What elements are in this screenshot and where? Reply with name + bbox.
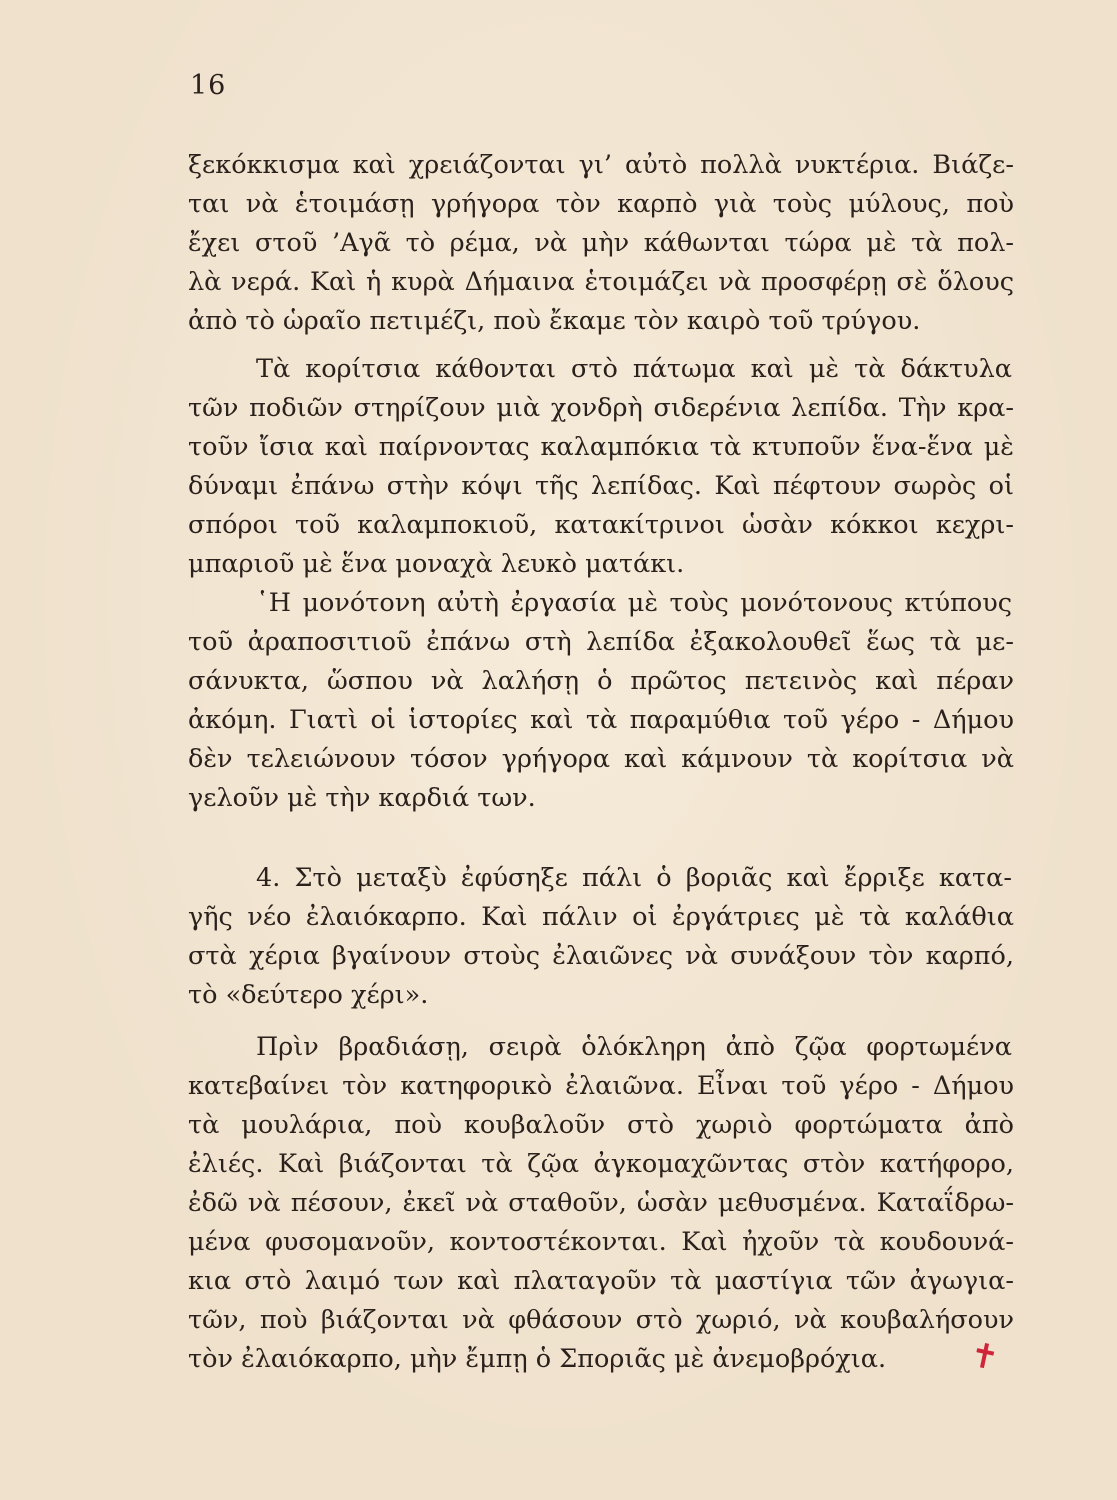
text-line: τῶν, ποὺ βιάζονται νὰ φθάσουν στὸ χωριό, νὰ κουβαλήσουν [188, 1305, 1014, 1335]
text-line: τὸν ἐλαιόκαρπο, μὴν ἔμπῃ ὁ Σποριᾶς μὲ ἀνεμοβρόχια. [188, 1344, 887, 1374]
text-line: στὰ χέρια βγαίνουν στοὺς ἐλαιῶνες νὰ συνάξουν τὸν καρπό, [188, 941, 1014, 971]
page-number: 16 [190, 70, 227, 101]
text-line: ἐλιές. Καὶ βιάζονται τὰ ζῷα ἀγκομαχῶντας στὸν κατήφορο, [188, 1149, 1014, 1179]
text-line: 4. Στὸ μεταξὺ ἐφύσηξε πάλι ὁ βοριᾶς καὶ ἔρριξε κατα- [256, 863, 1012, 893]
text-line: ξεκόκκισμα καὶ χρειάζονται γι’ αὐτὸ πολλὰ νυκτέρια. Βιάζε- [188, 150, 1014, 180]
text-line: τῶν ποδιῶν στηρίζουν μιὰ χονδρὴ σιδερένια λεπίδα. Τὴν κρα- [188, 393, 1014, 423]
text-line: λὰ νερά. Καὶ ἡ κυρὰ Δήμαινα ἑτοιμάζει νὰ προσφέρῃ σὲ ὅλους [188, 267, 1014, 297]
text-line: Πρὶν βραδιάσῃ, σειρὰ ὁλόκληρη ἀπὸ ζῷα φορτωμένα [256, 1032, 1012, 1062]
text-line: δύναμι ἐπάνω στὴν κόψι τῆς λεπίδας. Καὶ πέφτουν σωρὸς οἱ [188, 471, 1014, 501]
text-line: γελοῦν μὲ τὴν καρδιά των. [188, 783, 536, 813]
text-line: τοῦν ἴσια καὶ παίρνοντας καλαμπόκια τὰ κτυποῦν ἕνα-ἕνα μὲ [188, 432, 1014, 462]
text-line: ἐδῶ νὰ πέσουν, ἐκεῖ νὰ σταθοῦν, ὡσὰν μεθυσμένα. Καταΐδρω- [188, 1188, 1014, 1218]
text-line: μπαριοῦ μὲ ἕνα μοναχὰ λευκὸ ματάκι. [188, 549, 685, 579]
text-line: ἔχει στοῦ ’Αγᾶ τὸ ρέμα, νὰ μὴν κάθωνται τώρα μὲ τὰ πολ- [188, 228, 1014, 258]
text-line: ῾Η μονότονη αὐτὴ ἐργασία μὲ τοὺς μονότονους κτύπους [256, 588, 1012, 618]
text-line: κια στὸ λαιμό των καὶ πλαταγοῦν τὰ μαστίγια τῶν ἀγωγια- [188, 1266, 1014, 1296]
text-line: τὸ «δεύτερο χέρι». [188, 980, 429, 1010]
text-line: τοῦ ἀραποσιτιοῦ ἐπάνω στὴ λεπίδα ἐξακολουθεῖ ἕως τὰ με- [188, 627, 1014, 657]
text-line: ται νὰ ἑτοιμάσῃ γρήγορα τὸν καρπὸ γιὰ τοὺς μύλους, ποὺ [188, 189, 1014, 219]
text-line: Τὰ κορίτσια κάθονται στὸ πάτωμα καὶ μὲ τὰ δάκτυλα [256, 354, 1012, 384]
text-line: κατεβαίνει τὸν κατηφορικὸ ἐλαιῶνα. Εἶναι τοῦ γέρο - Δήμου [188, 1071, 1014, 1101]
text-line: ἀκόμη. Γιατὶ οἱ ἱστορίες καὶ τὰ παραμύθια τοῦ γέρο - Δήμου [188, 705, 1014, 735]
text-line: ἀπὸ τὸ ὡραῖο πετιμέζι, ποὺ ἔκαμε τὸν καιρὸ τοῦ τρύγου. [188, 306, 921, 336]
text-line: τὰ μουλάρια, ποὺ κουβαλοῦν στὸ χωριὸ φορτώματα ἀπὸ [188, 1110, 1014, 1140]
text-line: σάνυκτα, ὥσπου νὰ λαλήσῃ ὁ πρῶτος πετεινὸς καὶ πέραν [188, 666, 1014, 696]
text-line: σπόροι τοῦ καλαμποκιοῦ, κατακίτρινοι ὡσὰν κόκκοι κεχρι- [188, 510, 1014, 540]
red-cross-mark-icon: ✝ [966, 1334, 1003, 1380]
text-line: δὲν τελειώνουν τόσον γρήγορα καὶ κάμνουν τὰ κορίτσια νὰ [188, 744, 1014, 774]
text-line: μένα φυσομανοῦν, κοντοστέκονται. Καὶ ἠχοῦν τὰ κουδουνά- [188, 1227, 1014, 1257]
text-line: γῆς νέο ἐλαιόκαρπο. Καὶ πάλιν οἱ ἐργάτριες μὲ τὰ καλάθια [188, 902, 1014, 932]
